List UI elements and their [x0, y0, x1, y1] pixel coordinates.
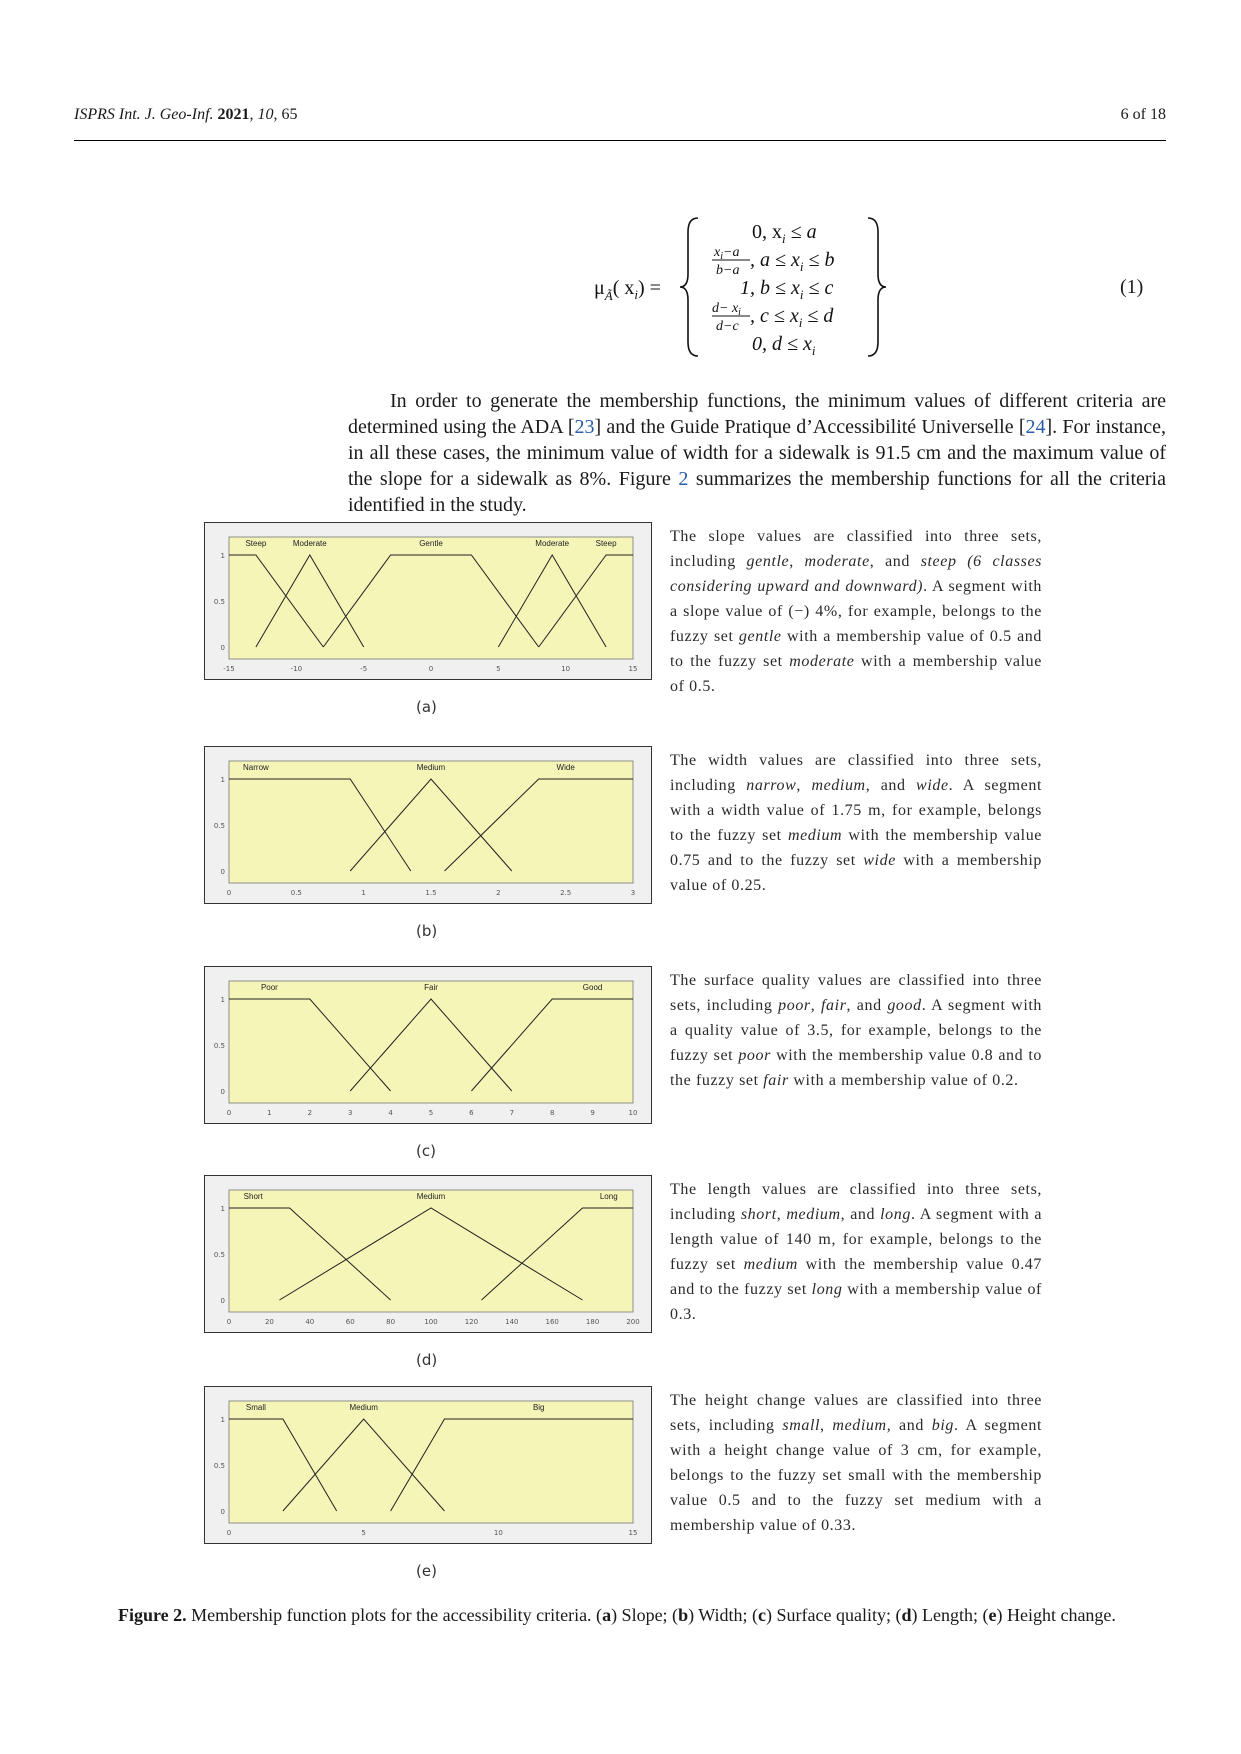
x-tick-label: 3	[630, 889, 636, 897]
x-tick-label: 80	[386, 1318, 396, 1326]
membership-plot	[204, 522, 652, 680]
x-tick-label: 140	[505, 1318, 519, 1326]
journal-year: 2021	[217, 106, 250, 123]
x-tick-label: 8	[549, 1109, 555, 1117]
membership-plot	[204, 1175, 652, 1333]
y-tick-label: 0.5	[213, 822, 225, 830]
eq-case-3: 1, $b \le x_i \le c$	[740, 277, 834, 302]
y-tick-label: 0	[220, 1508, 225, 1516]
x-tick-label: 5	[496, 665, 501, 673]
set-label-moderate: Moderate	[535, 539, 570, 548]
eq-left-brace	[680, 218, 698, 356]
eq-case-4	[712, 301, 834, 334]
x-tick-label: 0	[226, 1109, 232, 1117]
x-tick-label: -5	[360, 665, 368, 673]
membership-chart	[205, 1387, 651, 1543]
set-label-moderate: Moderate	[292, 539, 327, 548]
x-tick-label: 180	[585, 1318, 600, 1326]
set-label-wide: Wide	[556, 763, 575, 772]
set-label-medium: Medium	[416, 1192, 446, 1201]
article-number: 65	[281, 106, 298, 123]
set-label-medium: Medium	[416, 763, 446, 772]
set-label-gentle: Gentle	[419, 539, 443, 548]
x-tick-label: 40	[305, 1318, 315, 1326]
figure-description: The width values are classified into three sets, including narrow, medium, and wide. A segment with a width value of 1.75 m, for example, belongs to the fuzzy set medium with the membership value 0.75 and to the fuzzy set wide with a membership value of 0.25.	[670, 752, 1043, 894]
x-tick-label: 6	[469, 1109, 474, 1117]
citation-link-24[interactable]: 24	[1025, 416, 1046, 438]
membership-plot	[204, 746, 652, 904]
x-tick-label: 9	[590, 1109, 595, 1117]
x-tick-label: 0	[226, 1529, 232, 1537]
x-tick-label: 15	[628, 665, 638, 673]
x-tick-label: 60	[345, 1318, 355, 1326]
membership-chart	[205, 523, 651, 679]
set-label-steep: Steep	[245, 539, 267, 548]
set-label-fair: Fair	[424, 983, 438, 992]
x-tick-label: 0	[226, 889, 232, 897]
journal-volume: 10	[257, 106, 274, 123]
x-tick-label: 1	[267, 1109, 272, 1117]
y-tick-label: 1	[220, 776, 225, 784]
body-paragraph: In order to generate the membership functions, the minimum values of different criteria are determined using the ADA [23] and the Guide Pratique d’Accessibilité Universelle [24]. For instance, in all these cases, the minimum value of width for a sidewalk is 91.5 cm and the maximum value of the slope for a sidewalk as 8%. Figure 2 summarizes the membership functions for all the criteria identified in the study.	[348, 390, 1166, 516]
membership-plot	[204, 1386, 652, 1544]
x-tick-label: -10	[290, 665, 303, 673]
x-tick-label: 2.5	[560, 889, 572, 897]
x-tick-label: 120	[464, 1318, 479, 1326]
figure-description: The surface quality values are classified into three sets, including poor, fair, and good. A segment with a quality value of 3.5, for example, belongs to the fuzzy set poor with the membership value 0.8 and to the fuzzy set fair with a membership value of 0.2.	[670, 972, 1043, 1089]
eq-case-1: 0, $x_i \le a$	[752, 221, 817, 246]
svg-text:, c ≤ xi ≤ d: , $c \le x_i \le d$	[750, 305, 834, 330]
x-tick-label: 1.5	[425, 889, 437, 897]
subfigure-label: (d)	[416, 1351, 438, 1369]
citation-link-23[interactable]: 23	[574, 416, 595, 438]
running-head: ISPRS Int. J. Geo-Inf. 2021, 10, 65 6 of 18	[74, 106, 1166, 123]
header-rule	[74, 140, 1166, 141]
membership-chart	[205, 747, 651, 903]
x-tick-label: 10	[561, 665, 571, 673]
y-tick-label: 0.5	[213, 1042, 225, 1050]
x-tick-label: 20	[264, 1318, 274, 1326]
y-tick-label: 1	[220, 996, 225, 1004]
x-tick-label: 3	[347, 1109, 353, 1117]
x-tick-label: 10	[493, 1529, 503, 1537]
subfigure-label: (c)	[416, 1142, 436, 1160]
x-tick-label: 200	[626, 1318, 640, 1326]
x-tick-label: 100	[424, 1318, 438, 1326]
equation-number: (1)	[1120, 276, 1144, 298]
y-tick-label: 0.5	[213, 598, 225, 606]
y-tick-label: 0	[220, 868, 225, 876]
membership-chart	[205, 1176, 651, 1332]
eq-right-brace	[868, 218, 886, 356]
svg-text:d−c: d−c	[716, 319, 739, 334]
set-label-short: Short	[243, 1192, 263, 1201]
subfigure-label: (a)	[416, 698, 437, 716]
svg-text:, a ≤ xi ≤ b: , $a \le x_i \le b$	[750, 249, 835, 274]
figure-description: The length values are classified into three sets, including short, medium, and long. A segment with a length value of 140 m, for example, belongs to the fuzzy set medium with the membership value 0.47 and to the fuzzy set long with a membership value of 0.3.	[670, 1181, 1043, 1323]
set-label-big: Big	[532, 1403, 545, 1412]
set-label-small: Small	[245, 1403, 266, 1412]
set-label-medium: Medium	[349, 1403, 378, 1412]
x-tick-label: 5	[428, 1109, 434, 1117]
svg-text:d− xi: $d- x_i$	[712, 301, 741, 318]
x-tick-label: 2	[496, 889, 501, 897]
x-tick-label: 10	[628, 1109, 638, 1117]
figure-description: The height change values are classified into three sets, including small, medium, and big. A segment with a height change value of 3 cm, for example, belongs to the fuzzy set small with the membership value 0.5 and to the fuzzy set medium with a membership value of 0.33.	[670, 1392, 1043, 1534]
set-label-narrow: Narrow	[243, 763, 269, 772]
x-tick-label: 2	[307, 1109, 313, 1117]
y-tick-label: 1	[220, 552, 225, 560]
x-tick-label: 4	[388, 1109, 393, 1117]
x-tick-label: 5	[361, 1529, 366, 1537]
page-number: 6 of 18	[1120, 106, 1166, 123]
set-label-long: Long	[599, 1192, 618, 1201]
y-tick-label: 0.5	[213, 1462, 225, 1470]
x-tick-label: 7	[509, 1109, 515, 1117]
y-tick-label: 1	[220, 1416, 225, 1424]
x-tick-label: 0.5	[290, 889, 302, 897]
membership-plot	[204, 966, 652, 1124]
eq-case-5: 0, $d \le x_i$	[752, 333, 816, 358]
eq-lhs: $\mu_Ã$( $x_i$) =	[594, 277, 661, 303]
membership-chart	[205, 967, 651, 1123]
subfigure-label: (b)	[416, 922, 438, 940]
x-tick-label: 0	[428, 665, 434, 673]
x-tick-label: 160	[545, 1318, 559, 1326]
figure-link-2[interactable]: 2	[678, 468, 689, 490]
svg-text:b−a: b−a	[716, 263, 740, 278]
y-tick-label: 0	[220, 644, 225, 652]
x-tick-label: -15	[223, 665, 235, 673]
set-label-poor: Poor	[260, 983, 278, 992]
x-tick-label: 0	[226, 1318, 232, 1326]
figure-caption: Figure 2. Membership function plots for the accessibility criteria. (a) Slope; (b) Width; (c) Surface quality; (d) Length; (e) Height change.	[118, 1605, 1116, 1625]
x-tick-label: 15	[628, 1529, 638, 1537]
y-tick-label: 0.5	[213, 1251, 225, 1259]
y-tick-label: 1	[220, 1205, 225, 1213]
y-tick-label: 0	[220, 1297, 225, 1305]
set-label-good: Good	[582, 983, 603, 992]
x-tick-label: 1	[361, 889, 366, 897]
y-tick-label: 0	[220, 1088, 225, 1096]
journal-name: ISPRS Int. J. Geo-Inf.	[74, 106, 214, 123]
svg-text:xi−a: $x_i-a$	[714, 245, 740, 262]
figure-description: The slope values are classified into three sets, including gentle, moderate, and steep (6 classes considering upward and downward). A segment with a slope value of (−) 4%, for example, belongs to the fuzzy set gentle with a membership value of 0.5 and to the fuzzy set moderate with a membership value of 0.5.	[670, 528, 1043, 695]
set-label-steep: Steep	[595, 539, 617, 548]
membership-equation	[590, 210, 950, 360]
eq-case-2	[712, 245, 834, 278]
subfigure-label: (e)	[416, 1562, 437, 1580]
